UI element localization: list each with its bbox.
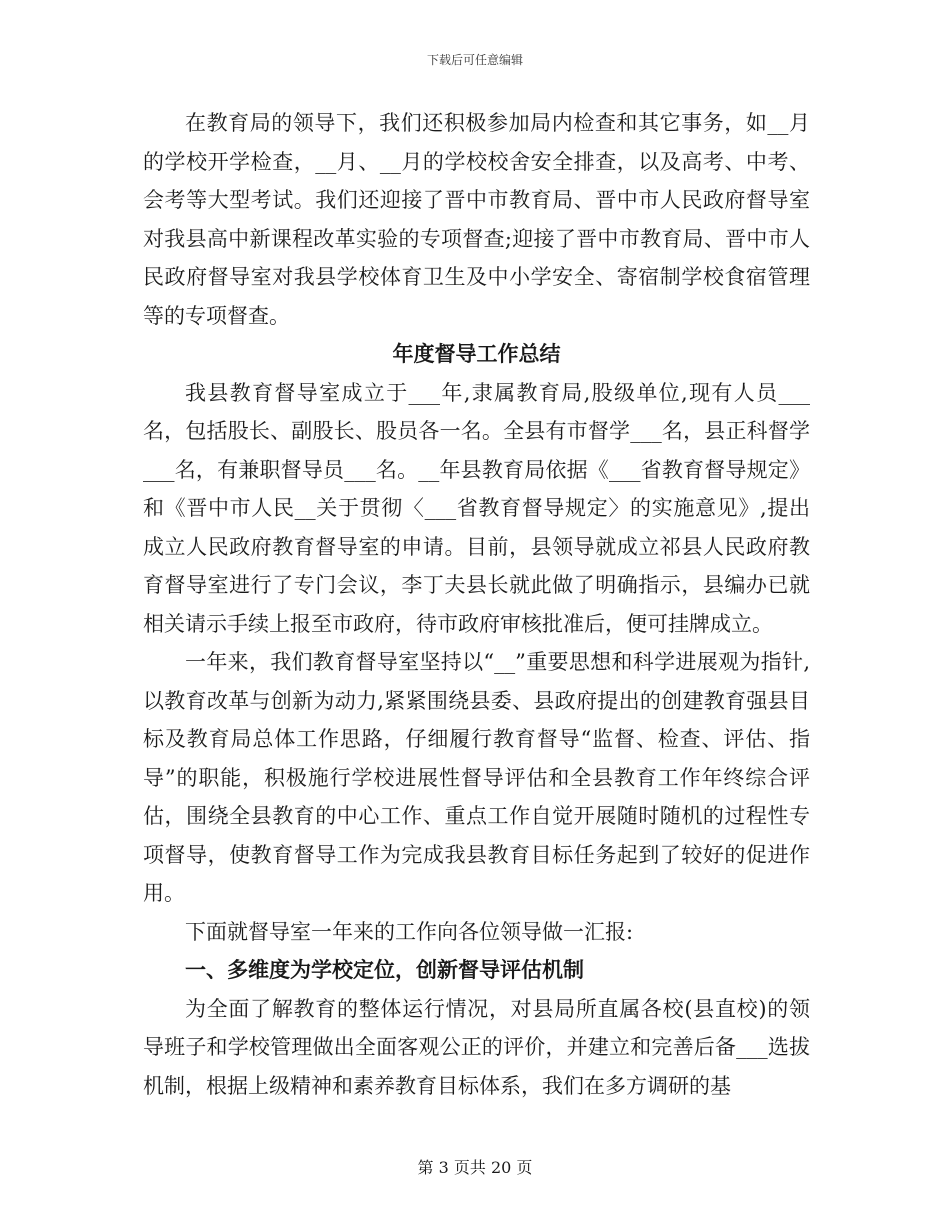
paragraph-report-intro: 下面就督导室一年来的工作向各位领导做一汇报:: [185, 919, 634, 944]
page-number-footer: 第 3 页共 20 页: [417, 1158, 533, 1177]
document-body: [143, 104, 810, 1105]
section-title: 年度督导工作总结: [392, 341, 561, 366]
heading-section-one: 一、多维度为学校定位，创新督导评估机制: [185, 957, 584, 982]
paragraph-year-review: 一年来，我们教育督导室坚持以“__”重要思想和科学进展观为指针,以教育改革与创新为动力,紧紧围绕县委、县政府提出的创建教育强县目标及教育局总体工作思路，仔细履行教育督导“监督、检查、评估、指导”的职能，积极施行学校进展性督导评估和全县教育工作年终综合评估，围绕全县教育的中心工作、重点工作自觉开展随时随机的过程性专项督导，使教育督导工作为完成我县教育目标任务起到了较好的促进作用。: [143, 650, 810, 905]
page-header-note: 下载后可任意编辑: [426, 53, 523, 67]
paragraph-evaluation-mechanism: 为全面了解教育的整体运行情况，对县局所直属各校(县直校)的领导班子和学校管理做出全面客观公正的评价，并建立和完善后备___选拔机制，根据上级精神和素养教育目标体系，我们在多方调研的基: [143, 996, 810, 1098]
paragraph-office-overview: 我县教育督导室成立于___年,隶属教育局,股级单位,现有人员___名，包括股长、副股长、股员各一名。全县有市督学___名，县正科督学___名，有兼职督导员___名。__年县教育局依据《___省教育督导规定》和《晋中市人民__关于贯彻〈___省教育督导规定〉的实施意见》,提出成立人民政府教育督导室的申请。目前，县领导就成立祁县人民政府教育督导室进行了专门会议，李丁夫县长就此做了明确指示，县编办已就相关请示手续上报至市政府，待市政府审核批准后，便可挂牌成立。: [143, 380, 810, 636]
paragraph-inspection-affairs: 在教育局的领导下，我们还积极参加局内检查和其它事务，如__月的学校开学检查，__月、__月的学校校舍安全排查，以及高考、中考、会考等大型考试。我们还迎接了晋中市教育局、晋中市人民政府督导室对我县高中新课程改革实验的专项督查;迎接了晋中市教育局、晋中市人民政府督导室对我县学校体育卫生及中小学安全、寄宿制学校食宿管理等的专项督查。: [143, 111, 810, 328]
